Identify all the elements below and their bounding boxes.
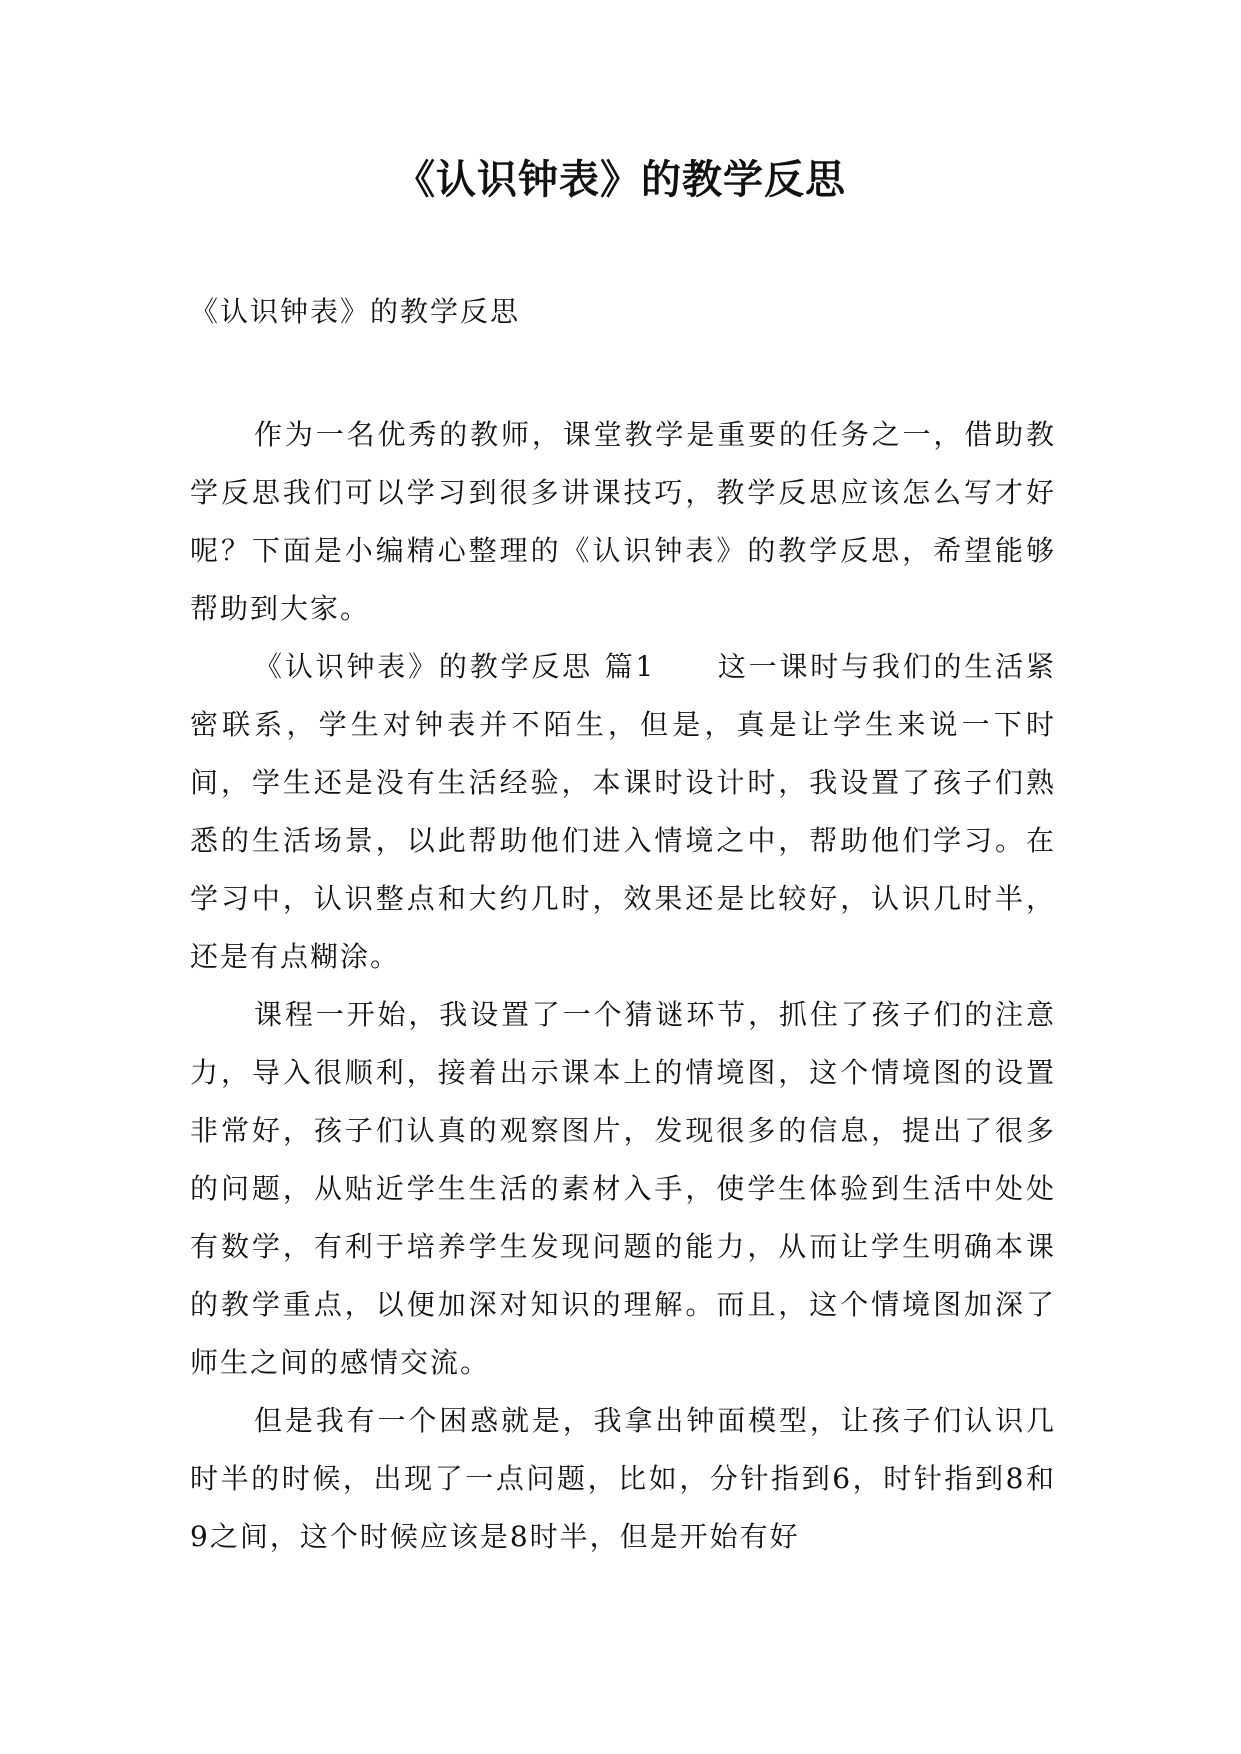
paragraph-confusion: 但是我有一个困惑就是，我拿出钟面模型，让孩子们认识几时半的时候，出现了一点问题，比如，分针指到6，时针指到8和9之间，这个时候应该是8时半，但是开始有好 xyxy=(190,1404,1056,1553)
paragraph-intro: 作为一名优秀的教师，课堂教学是重要的任务之一，借助教学反思我们可以学习到很多讲课技巧，教学反思应该怎么写才好呢？下面是小编精心整理的《认识钟表》的教学反思，希望能够帮助到大家。 xyxy=(190,418,1056,625)
paragraph-lesson-start: 课程一开始，我设置了一个猜谜环节，抓住了孩子们的注意力，导入很顺利，接着出示课本上的情境图，这个情境图的设置非常好，孩子们认真的观察图片，发现很多的信息，提出了很多的问题，从贴近学生生活的素材入手，使学生体验到生活中处处有数学，有利于培养学生发现问题的能力，从而让学生明确本课的教学重点，以便加深对知识的理解。而且，这个情境图加深了师生之间的感情交流。 xyxy=(190,998,1056,1379)
paragraph-section-1: 《认识钟表》的教学反思 篇1 这一课时与我们的生活紧密联系，学生对钟表并不陌生，但是，真是让学生来说一下时间，学生还是没有生活经验，本课时设计时，我设置了孩子们熟悉的生活场景，以此帮助他们进入情境之中，帮助他们学习。在学习中，认识整点和大约几时，效果还是比较好，认识几时半，还是有点糊涂。 xyxy=(190,650,1056,973)
document-title: 《认识钟表》的教学反思 xyxy=(395,157,846,203)
document-subtitle: 《认识钟表》的教学反思 xyxy=(190,295,521,328)
document-body xyxy=(190,406,1056,1566)
